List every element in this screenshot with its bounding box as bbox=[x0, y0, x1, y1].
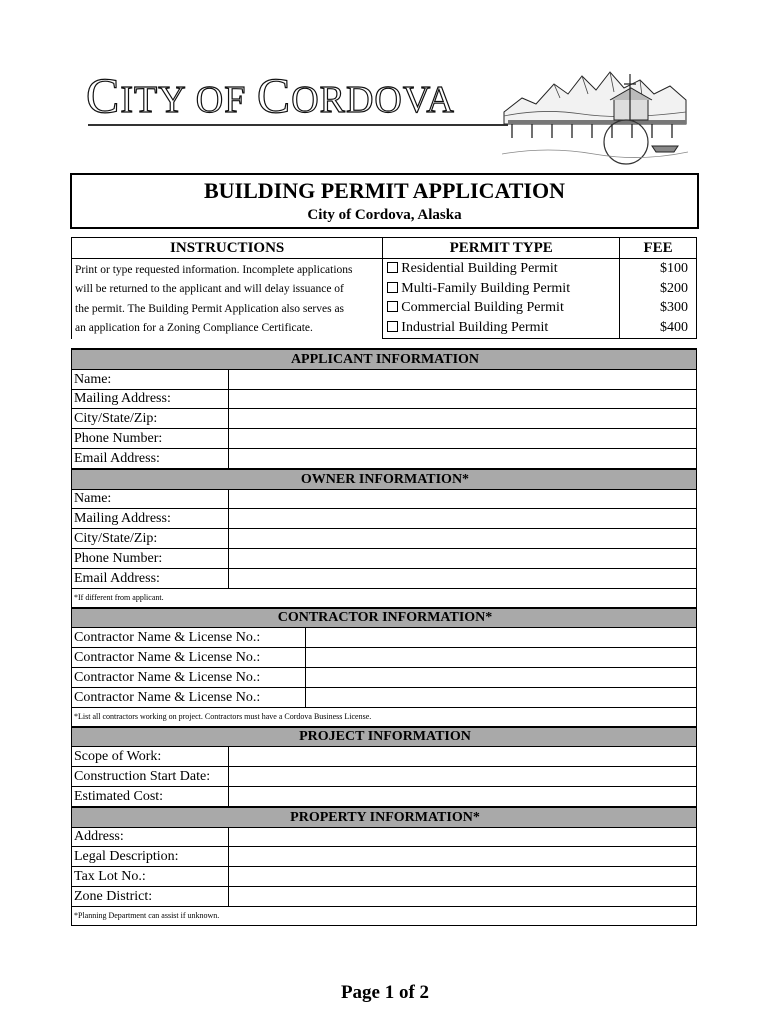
checkbox-commercial[interactable] bbox=[387, 301, 398, 312]
contractor-1-field[interactable] bbox=[305, 628, 696, 648]
estimated-cost-input[interactable] bbox=[229, 787, 696, 805]
contractor-2-input[interactable] bbox=[306, 649, 696, 667]
permit-type-heading: PERMIT TYPE bbox=[383, 238, 620, 259]
contractor-section-heading: CONTRACTOR INFORMATION* bbox=[72, 608, 697, 628]
owner-mailing-field[interactable] bbox=[228, 509, 696, 529]
contractor-footnote: *List all contractors working on project. Contractors must have a Cordova Business License. bbox=[72, 707, 697, 727]
owner-section-heading: OWNER INFORMATION* bbox=[72, 469, 697, 489]
start-date-label: Construction Start Date: bbox=[72, 767, 229, 787]
checkbox-residential[interactable] bbox=[387, 262, 398, 273]
owner-citystatezip-label: City/State/Zip: bbox=[72, 529, 229, 549]
applicant-phone-label: Phone Number: bbox=[72, 429, 229, 449]
property-address-label: Address: bbox=[72, 827, 229, 847]
contractor-4-field[interactable] bbox=[305, 687, 696, 707]
contractor-1-input[interactable] bbox=[306, 629, 696, 647]
owner-phone-input[interactable] bbox=[229, 549, 696, 567]
owner-name-input[interactable] bbox=[229, 490, 696, 508]
tax-lot-input[interactable] bbox=[229, 868, 696, 886]
contractor-3-label: Contractor Name & License No.: bbox=[72, 667, 306, 687]
owner-email-input[interactable] bbox=[229, 569, 696, 587]
contractor-2-field[interactable] bbox=[305, 648, 696, 668]
scope-label: Scope of Work: bbox=[72, 747, 229, 767]
permit-option-commercial[interactable]: Commercial Building Permit bbox=[383, 299, 620, 319]
legal-description-label: Legal Description: bbox=[72, 847, 229, 867]
applicant-section-heading: APPLICANT INFORMATION bbox=[72, 349, 697, 369]
page-subtitle: City of Cordova, Alaska bbox=[307, 207, 462, 223]
applicant-name-label: Name: bbox=[72, 369, 229, 389]
application-form bbox=[71, 348, 697, 926]
contractor-4-input[interactable] bbox=[306, 688, 696, 706]
owner-footnote: *If different from applicant. bbox=[72, 588, 697, 608]
instructions-text: Print or type requested information. Incomplete applications will be returned to the applicant and will delay issuance of the permit. The Building Permit Application also serves as an application for a Zoning Compliance Certificate. bbox=[72, 259, 383, 339]
city-logo bbox=[82, 54, 688, 166]
owner-email-label: Email Address: bbox=[72, 568, 229, 588]
applicant-citystatezip-field[interactable] bbox=[228, 409, 696, 429]
owner-name-field[interactable] bbox=[228, 489, 696, 509]
logo-rule bbox=[88, 124, 508, 126]
owner-email-field[interactable] bbox=[228, 568, 696, 588]
owner-name-label: Name: bbox=[72, 489, 229, 509]
owner-citystatezip-input[interactable] bbox=[229, 530, 696, 548]
contractor-1-label: Contractor Name & License No.: bbox=[72, 628, 306, 648]
property-footnote: *Planning Department can assist if unknown. bbox=[72, 906, 697, 925]
applicant-phone-input[interactable] bbox=[229, 430, 696, 448]
legal-description-field[interactable] bbox=[228, 847, 696, 867]
owner-citystatezip-field[interactable] bbox=[228, 529, 696, 549]
fee-heading: FEE bbox=[620, 238, 697, 259]
tax-lot-field[interactable] bbox=[228, 867, 696, 887]
applicant-phone-field[interactable] bbox=[228, 429, 696, 449]
applicant-mailing-field[interactable] bbox=[228, 389, 696, 409]
permit-option-multifamily[interactable]: Multi-Family Building Permit bbox=[383, 279, 620, 299]
title-box bbox=[70, 173, 699, 229]
page-title: BUILDING PERMIT APPLICATION bbox=[203, 178, 565, 203]
scope-field[interactable] bbox=[228, 747, 696, 767]
start-date-field[interactable] bbox=[228, 767, 696, 787]
contractor-2-label: Contractor Name & License No.: bbox=[72, 648, 306, 668]
property-address-input[interactable] bbox=[229, 828, 696, 846]
fee-industrial: $400 bbox=[620, 318, 697, 338]
zone-district-label: Zone District: bbox=[72, 886, 229, 906]
owner-phone-field[interactable] bbox=[228, 548, 696, 568]
page-number: Page 1 of 2 bbox=[340, 982, 430, 1003]
tax-lot-label: Tax Lot No.: bbox=[72, 867, 229, 887]
scope-input[interactable] bbox=[229, 748, 696, 766]
applicant-citystatezip-label: City/State/Zip: bbox=[72, 409, 229, 429]
zone-district-input[interactable] bbox=[229, 887, 696, 905]
project-section-heading: PROJECT INFORMATION bbox=[72, 727, 697, 747]
applicant-citystatezip-input[interactable] bbox=[229, 410, 696, 428]
checkbox-industrial[interactable] bbox=[387, 321, 398, 332]
instructions-permit-table bbox=[71, 237, 697, 339]
applicant-name-input[interactable] bbox=[229, 370, 696, 388]
estimated-cost-field[interactable] bbox=[228, 786, 696, 806]
applicant-name-field[interactable] bbox=[228, 369, 696, 389]
contractor-3-field[interactable] bbox=[305, 667, 696, 687]
logo-wordmark: CITY OF CORDOVA bbox=[86, 67, 455, 123]
applicant-email-label: Email Address: bbox=[72, 448, 229, 468]
instructions-heading: INSTRUCTIONS bbox=[72, 238, 383, 259]
owner-mailing-input[interactable] bbox=[229, 510, 696, 528]
applicant-mailing-input[interactable] bbox=[229, 390, 696, 408]
contractor-4-label: Contractor Name & License No.: bbox=[72, 687, 306, 707]
estimated-cost-label: Estimated Cost: bbox=[72, 786, 229, 806]
applicant-mailing-label: Mailing Address: bbox=[72, 389, 229, 409]
harbor-mountain-illustration bbox=[502, 54, 688, 166]
permit-option-industrial[interactable]: Industrial Building Permit bbox=[383, 318, 620, 338]
checkbox-multifamily[interactable] bbox=[387, 282, 398, 293]
property-section-heading: PROPERTY INFORMATION* bbox=[72, 807, 697, 827]
owner-phone-label: Phone Number: bbox=[72, 548, 229, 568]
applicant-email-field[interactable] bbox=[228, 448, 696, 468]
contractor-3-input[interactable] bbox=[306, 668, 696, 686]
fee-residential: $100 bbox=[620, 259, 697, 279]
permit-option-residential[interactable]: Residential Building Permit bbox=[383, 259, 620, 279]
legal-description-input[interactable] bbox=[229, 848, 696, 866]
property-address-field[interactable] bbox=[228, 827, 696, 847]
zone-district-field[interactable] bbox=[228, 886, 696, 906]
fee-commercial: $300 bbox=[620, 299, 697, 319]
start-date-input[interactable] bbox=[229, 768, 696, 786]
applicant-email-input[interactable] bbox=[229, 449, 696, 467]
owner-mailing-label: Mailing Address: bbox=[72, 509, 229, 529]
fee-multifamily: $200 bbox=[620, 279, 697, 299]
